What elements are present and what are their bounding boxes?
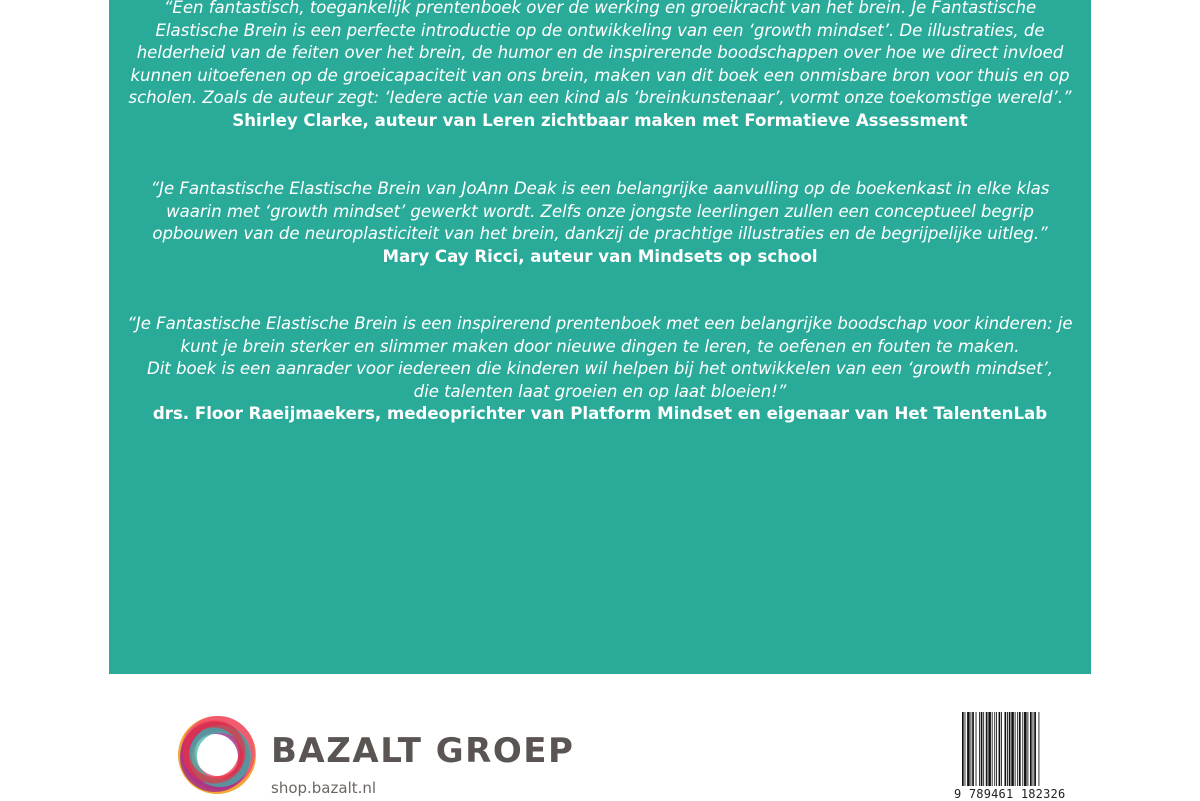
- barcode-bar: [1030, 712, 1032, 786]
- barcode-bar: [971, 712, 972, 786]
- bazalt-ring-logo-icon: [174, 713, 260, 797]
- barcode-bar: [996, 712, 997, 786]
- barcode-bar: [1007, 712, 1008, 786]
- barcode-bar: [1019, 712, 1021, 786]
- barcode-bar: [979, 712, 980, 786]
- barcode-bar: [1017, 712, 1018, 786]
- barcode-bar: [967, 712, 970, 786]
- endorsement-raeijmaekers: [109, 313, 1091, 426]
- barcode-bar: [1033, 712, 1034, 786]
- barcode-bar: [1039, 712, 1040, 786]
- barcode-bar: [1015, 712, 1016, 786]
- barcode-bar: [1034, 712, 1036, 786]
- endorsement-attribution: Mary Cay Ricci, auteur van Mindsets op school: [382, 246, 818, 266]
- barcode-bar: [1024, 712, 1027, 786]
- endorsement-clarke: [109, 0, 1091, 133]
- endorsement-ricci: [109, 178, 1091, 268]
- barcode-bar: [988, 712, 991, 786]
- barcode-digits: 9 789461 182326: [954, 787, 1066, 801]
- barcode-bar: [1022, 712, 1023, 786]
- barcode-bar: [965, 712, 966, 786]
- barcode-bar: [972, 712, 974, 786]
- barcode-bar: [1001, 712, 1002, 786]
- barcode-bar: [962, 712, 964, 786]
- barcode-bar: [992, 712, 993, 786]
- publisher-name: BAZALT GROEP: [271, 731, 575, 771]
- publisher-logo: [174, 713, 574, 797]
- barcode-bar: [986, 712, 988, 786]
- endorsement-attribution: Shirley Clarke, auteur van Leren zichtbaar maken met Formatieve Assessment: [232, 110, 968, 130]
- endorsement-quote: “Je Fantastische Elastische Brein van JoAnn Deak is een belangrijke aanvulling op de boekenkast in elke klas waarin met ‘growth mindset’ gewerkt wordt. Zelfs onze jongste leerlingen zullen een conceptueel begrip opbouwen van de neuroplasticiteit van het brein, dankzij de prachtige illustraties en de begrijpelijke uitleg.”: [150, 179, 1050, 244]
- endorsement-quote: “Je Fantastische Elastische Brein is een inspirerend prentenboek met een belangrijke boodschap voor kinderen: je kunt je brein sterker en slimmer maken door nieuwe dingen te leren, te oefenen en fouten te maken. Dit boek is een aanrader voor iedereen die kinderen wil helpen bij het ontwikkelen van een ‘growth mindset’, die talenten laat groeien en op laat bloeien!”: [127, 314, 1073, 401]
- barcode-bar: [999, 712, 1001, 786]
- barcode-icon: [962, 712, 1066, 786]
- barcode-bar: [983, 712, 984, 786]
- endorsement-quote: “Een fantastisch, toegankelijk prentenboek over de werking en groeikracht van het brein. Je Fantastische Elastische Brein is een perfecte introductie op de ontwikkeling van een ‘growth mindset’. De illustraties, de helderheid van de feiten over het brein, de humor en de inspirerende boodschappen over hoe we direct invloed kunnen uitoefenen op de groeicapaciteit van ons brein, maken van dit boek een onmisbare bron voor thuis en op scholen. Zoals de auteur zegt: ‘Iedere actie van een kind als ‘breinkunstenaar’, vormt onze toekomstige wereld’.”: [128, 0, 1072, 108]
- endorsement-attribution: drs. Floor Raeijmaekers, medeoprichter van Platform Mindset en eigenaar van Het TalentenLab: [152, 404, 1048, 424]
- barcode-bar: [994, 712, 995, 786]
- barcode-bar: [1005, 712, 1007, 786]
- back-cover-panel: [109, 0, 1091, 674]
- barcode-bar: [1027, 712, 1028, 786]
- isbn-barcode: [954, 712, 1068, 800]
- publisher-url: shop.bazalt.nl: [271, 779, 377, 797]
- barcode-bar: [976, 712, 977, 786]
- barcode-bar: [981, 712, 983, 786]
- barcode-bar: [1009, 712, 1011, 786]
- barcode-bar: [1011, 712, 1014, 786]
